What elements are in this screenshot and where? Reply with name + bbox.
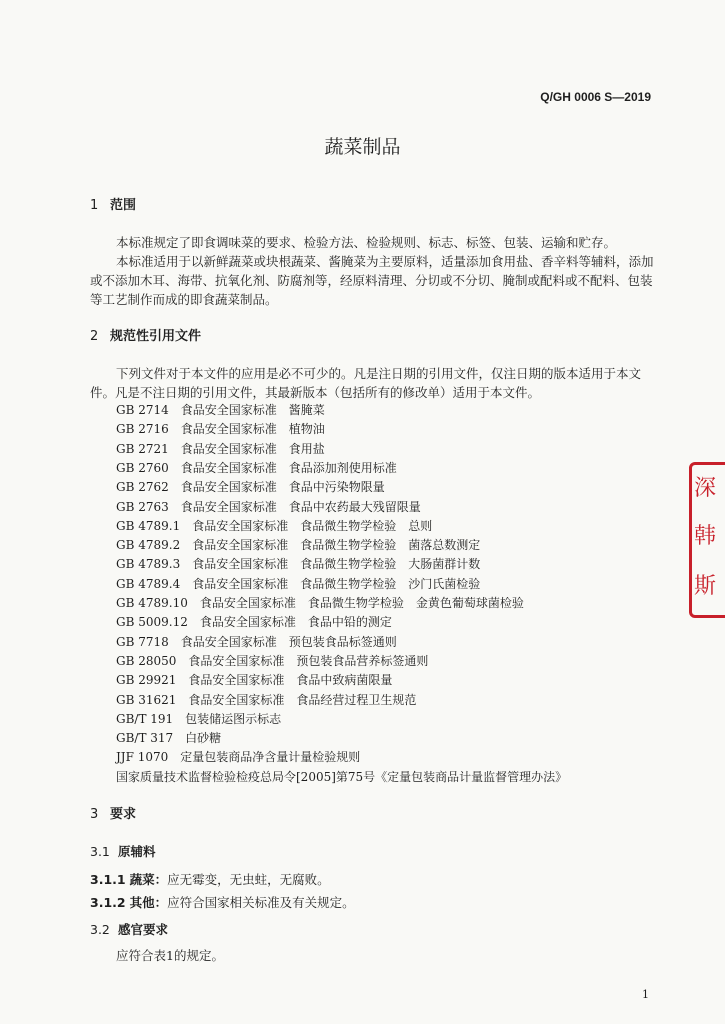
section-1-number: 1 — [90, 198, 99, 213]
reference-item: GB 2760 食品安全国家标准 食品添加剂使用标准 — [116, 460, 397, 475]
document-title: 蔬菜制品 — [324, 136, 401, 158]
section-3-1-2-number: 3.1.2 — [90, 895, 126, 910]
reference-item: GB 29921 食品安全国家标准 食品中致病菌限量 — [116, 673, 393, 688]
section-2-title: 规范性引用文件 — [110, 329, 202, 344]
reference-item: GB 4789.2 食品安全国家标准 食品微生物学检验 菌落总数测定 — [116, 538, 481, 553]
section-3-2-heading — [90, 920, 168, 938]
section-1-title: 范围 — [110, 198, 137, 213]
section-3-title: 要求 — [110, 807, 137, 822]
section-2-intro: 下列文件对于本文件的应用是必不可少的。凡是注日期的引用文件，仅注日期的版本适用于本文件。凡是不注日期的引用文件，其最新版本（包括所有的修改单）适用于本文件。 — [90, 366, 642, 400]
section-3-number: 3 — [90, 807, 99, 822]
reference-item: GB 28050 食品安全国家标准 预包装食品营养标签通则 — [116, 653, 429, 668]
reference-item: GB 31621 食品安全国家标准 食品经营过程卫生规范 — [116, 692, 417, 707]
seal-glyph-1: 深 — [694, 476, 717, 501]
standard-number: Q/GH 0006 S—2019 — [540, 90, 651, 104]
section-2-number: 2 — [90, 329, 99, 344]
section-3-1-heading — [90, 842, 156, 860]
section-3-1-2-label: 其他： — [129, 895, 168, 910]
reference-item: GB/T 317 白砂糖 — [116, 731, 222, 746]
section-1-paragraph-2: 本标准适用于以新鲜蔬菜或块根蔬菜、酱腌菜为主要原料，适量添加食用盐、香辛料等辅料，添加或不添加木耳、海带、抗氧化剂、防腐剂等，经原料清理、分切或不分切、腌制或配料或不配料、包装等工艺制作而成的即食蔬菜制品。 — [90, 254, 654, 307]
section-3-heading — [90, 803, 136, 822]
section-3-1-2-text: 应符合国家相关标准及有关规定。 — [167, 895, 355, 910]
reference-item: GB 2716 食品安全国家标准 植物油 — [116, 422, 325, 437]
reference-item: GB 4789.1 食品安全国家标准 食品微生物学检验 总则 — [116, 518, 433, 533]
section-3-2-title: 感官要求 — [118, 922, 169, 937]
reference-item: JJF 1070 定量包装商品净含量计量检验规则 — [116, 750, 361, 765]
seal-glyph-2: 韩 — [694, 524, 717, 549]
reference-item: GB 2721 食品安全国家标准 食用盐 — [116, 441, 325, 456]
reference-item: GB 4789.10 食品安全国家标准 食品微生物学检验 金黄色葡萄球菌检验 — [116, 596, 524, 610]
seal-glyph-3: 斯 — [694, 574, 717, 599]
reference-item: GB 4789.3 食品安全国家标准 食品微生物学检验 大肠菌群计数 — [116, 557, 481, 572]
reference-item: GB 5009.12 食品安全国家标准 食品中铅的测定 — [116, 615, 392, 630]
section-3-1-title: 原辅料 — [118, 844, 156, 859]
reference-item: GB 4789.4 食品安全国家标准 食品微生物学检验 沙门氏菌检验 — [116, 576, 481, 591]
page-number: 1 — [642, 988, 649, 1001]
reference-item: GB 2714 食品安全国家标准 酱腌菜 — [116, 403, 325, 417]
section-3-2-text: 应符合表1的规定。 — [116, 948, 224, 963]
section-3-2-number: 3.2 — [90, 922, 110, 937]
section-3-1-1-label: 蔬菜： — [129, 872, 168, 887]
section-3-1-1 — [90, 870, 330, 888]
company-seal-stamp — [689, 462, 725, 618]
reference-item: 国家质量技术监督检验检疫总局令[2005]第75号《定量包装商品计量监督管理办法》 — [116, 769, 568, 784]
section-2-heading — [90, 325, 201, 344]
section-1-heading — [90, 194, 136, 213]
reference-item: GB/T 191 包装储运图示标志 — [116, 711, 282, 726]
reference-item: GB 2762 食品安全国家标准 食品中污染物限量 — [116, 480, 385, 495]
section-3-1-number: 3.1 — [90, 844, 110, 859]
reference-item: GB 2763 食品安全国家标准 食品中农药最大残留限量 — [116, 499, 421, 514]
section-1-paragraph-1: 本标准规定了即食调味菜的要求、检验方法、检验规则、标志、标签、包装、运输和贮存。 — [116, 235, 617, 250]
reference-item: GB 7718 食品安全国家标准 预包装食品标签通则 — [116, 634, 397, 649]
section-3-1-2 — [90, 893, 355, 911]
section-3-1-1-number: 3.1.1 — [90, 872, 126, 887]
section-3-1-1-text: 应无霉变，无虫蛀，无腐败。 — [167, 872, 330, 887]
